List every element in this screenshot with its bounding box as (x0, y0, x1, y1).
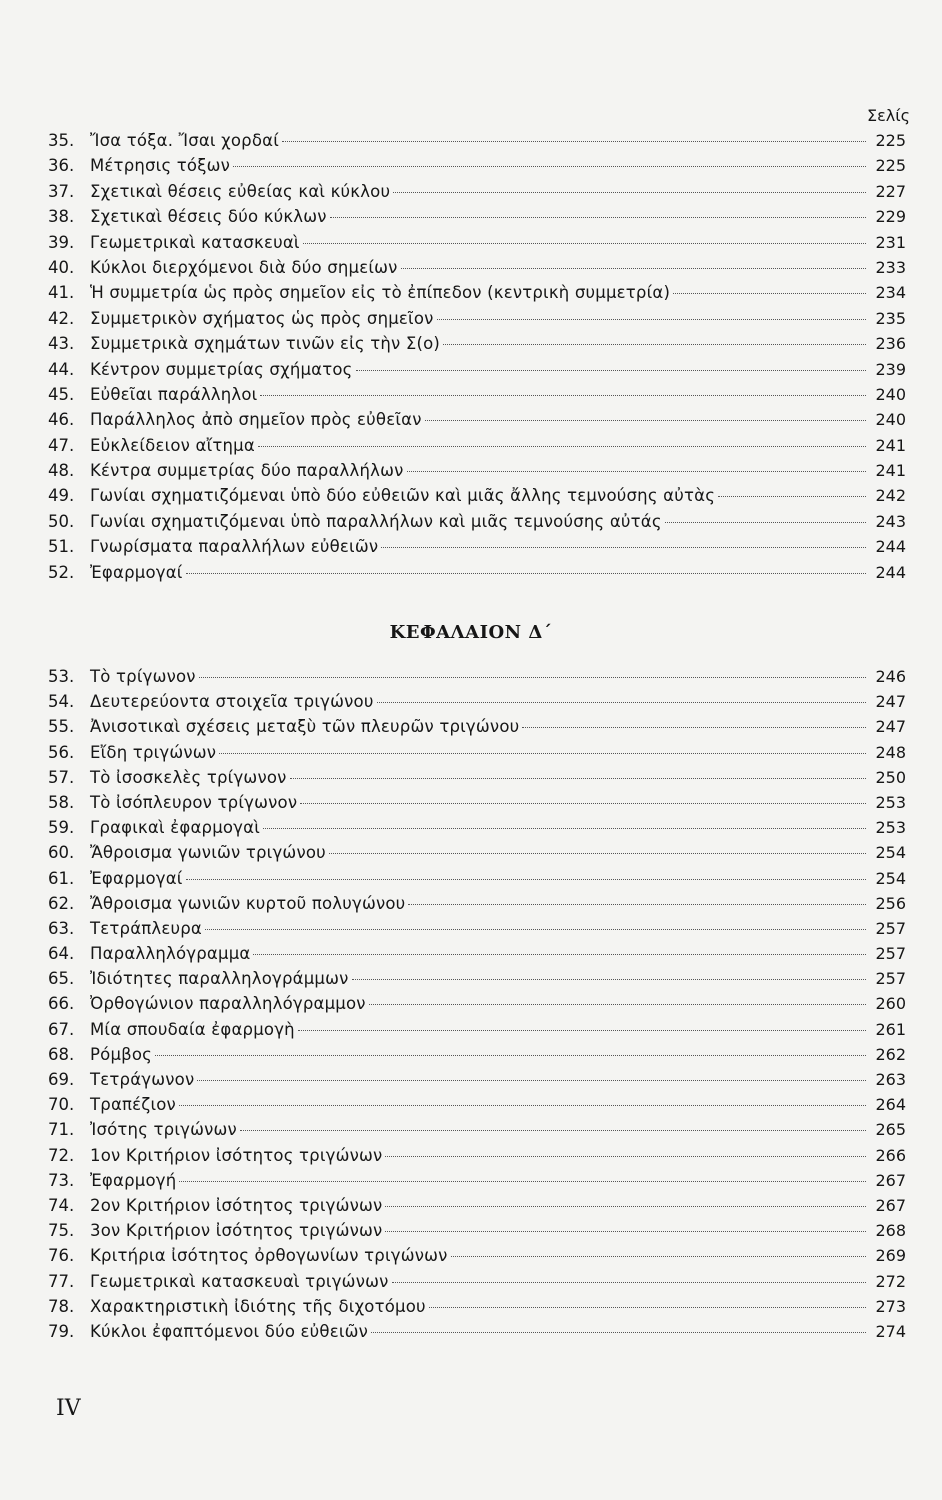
toc-entry-title: Κύκλοι ἐφαπτόμενοι δύο εὐθειῶν (90, 1321, 369, 1341)
dot-leader (186, 573, 866, 574)
toc-entry (48, 433, 906, 458)
dot-leader (329, 853, 866, 854)
toc-entry (48, 534, 906, 559)
toc-entry-page: 254 (875, 868, 906, 888)
toc-entry (48, 458, 906, 483)
toc-entry-number: 40. (48, 257, 75, 277)
toc-entry (48, 255, 906, 280)
toc-entry-page: 244 (875, 537, 906, 557)
toc-entry (48, 509, 906, 534)
dot-leader (401, 268, 866, 269)
toc-entry-page: 225 (875, 156, 906, 176)
toc-entry-page: 263 (875, 1070, 906, 1089)
page-number: IV (56, 1396, 81, 1421)
toc-entry-page: 257 (875, 944, 906, 964)
dot-leader (330, 217, 866, 218)
toc-entry-number: 46. (48, 410, 75, 430)
toc-entry-title: Συμμετρικὸν σχήματος ὡς πρὸς σημεῖον (90, 308, 434, 328)
toc-entry-number: 65. (48, 969, 75, 989)
dot-leader (260, 395, 866, 396)
toc-entry (48, 966, 906, 991)
toc-entry-page: 246 (875, 667, 906, 686)
toc-entry (48, 382, 906, 407)
toc-entry-page: 268 (875, 1221, 906, 1241)
toc-entry-page: 261 (875, 1019, 906, 1039)
toc-entry-number: 57. (48, 767, 75, 787)
dot-leader (385, 1206, 866, 1207)
dot-leader (425, 420, 866, 421)
toc-entry-page: 257 (875, 969, 906, 989)
toc-entry-number: 68. (48, 1044, 75, 1064)
toc-entry-title: Παραλληλόγραμμα (90, 944, 251, 964)
toc-entry-number: 47. (48, 435, 75, 455)
dot-leader (179, 1181, 866, 1182)
toc-entry-title: Τραπέζιον (90, 1095, 176, 1115)
toc-entry-page: 242 (875, 486, 906, 506)
toc-entry-number: 44. (48, 359, 75, 379)
toc-entry (48, 153, 906, 178)
toc-entry (48, 306, 906, 331)
toc-entry-title: Σχετικαὶ θέσεις εὐθείας καὶ κύκλου (90, 181, 391, 201)
toc-entry-title: Ἰσότης τριγώνων (90, 1120, 237, 1140)
toc-entry-page: 272 (875, 1271, 906, 1291)
toc-entry-title: Γεωμετρικαὶ κατασκευαὶ τριγώνων (90, 1271, 389, 1291)
toc-entry (48, 483, 906, 508)
toc-entry-page: 265 (875, 1120, 906, 1140)
dot-leader (186, 879, 866, 880)
toc-entry (48, 866, 906, 891)
dot-leader (298, 1030, 866, 1031)
toc-entry-number: 75. (48, 1221, 75, 1241)
toc-entry-number: 38. (48, 207, 75, 227)
toc-entry-number: 79. (48, 1321, 75, 1341)
dot-leader (240, 1130, 866, 1131)
toc-entry-title: Γωνίαι σχηματιζόμεναι ὑπὸ δύο εὐθειῶν καὶ μιᾶς ἄλλης τεμνούσης αὐτὰς (90, 486, 716, 506)
toc-entry-title: Τὸ ἰσόπλευρον τρίγωνον (90, 792, 298, 812)
dot-leader (263, 828, 866, 829)
toc-entry-title: Γωνίαι σχηματιζόμεναι ὑπὸ παραλλήλων καὶ μιᾶς τεμνούσης αὐτάς (90, 511, 662, 531)
toc-entry (48, 357, 906, 382)
toc-entry-number: 70. (48, 1095, 75, 1115)
toc-entry-number: 35. (48, 131, 75, 150)
toc-entry-number: 42. (48, 308, 75, 328)
toc-entry-page: 267 (875, 1170, 906, 1190)
toc-entry-number: 64. (48, 944, 75, 964)
toc-entry-title: Εἴδη τριγώνων (90, 742, 217, 762)
toc-entry (48, 1117, 906, 1142)
toc-entry-number: 45. (48, 384, 75, 404)
toc-entry (48, 1319, 906, 1344)
toc-entry (48, 840, 906, 865)
toc-entry-page: 267 (875, 1195, 906, 1215)
dot-leader (451, 1256, 866, 1257)
toc-entry-page: 260 (875, 994, 906, 1014)
toc-entry (48, 560, 906, 585)
toc-entry-number: 66. (48, 994, 75, 1014)
toc-entry-title: Γνωρίσματα παραλλήλων εὐθειῶν (90, 537, 379, 557)
toc-entry-title: Εὐθεῖαι παράλληλοι (90, 384, 258, 404)
dot-leader (300, 803, 866, 804)
toc-entry-page: 244 (875, 562, 906, 582)
toc-entry (48, 916, 906, 941)
toc-entry-page: 233 (875, 257, 906, 277)
toc-entry-number: 51. (48, 537, 75, 557)
dot-leader (290, 778, 866, 779)
toc-entry-page: 254 (875, 843, 906, 863)
toc-entry (48, 1143, 906, 1168)
dot-leader (258, 446, 866, 447)
toc-entry-title: Ἄθροισμα γωνιῶν κυρτοῦ πολυγώνου (90, 893, 406, 913)
toc-entry-page: 239 (875, 359, 906, 379)
toc-entry-title: Τὸ ἰσοσκελὲς τρίγωνον (90, 767, 287, 787)
dot-leader (429, 1307, 866, 1308)
toc-entry-page: 274 (875, 1321, 906, 1341)
dot-leader (303, 243, 866, 244)
toc-entry (48, 1193, 906, 1218)
dot-leader (197, 1080, 866, 1081)
toc-entry-title: 3ον Κριτήριον ἰσότητος τριγώνων (90, 1221, 383, 1241)
toc-entry-title: Ἐφαρμογή (90, 1170, 177, 1190)
toc-entry-number: 58. (48, 792, 75, 812)
toc-entry-page: 235 (875, 308, 906, 328)
toc-entry (48, 1017, 906, 1042)
toc-entry (48, 740, 906, 765)
dot-leader (282, 141, 866, 142)
toc-entry (48, 179, 906, 204)
toc-entry (48, 280, 906, 305)
chapter-heading: ΚΕΦΑΛΑΙΟΝ Δ΄ (389, 622, 553, 643)
toc-entry-number: 53. (48, 667, 75, 686)
toc-entry (48, 941, 906, 966)
toc-entry-page: 227 (875, 181, 906, 201)
dot-leader (408, 904, 866, 905)
toc-entry-title: Συμμετρικὰ σχημάτων τινῶν εἰς τὴν Σ(ο) (90, 334, 441, 354)
toc-entry-number: 49. (48, 486, 75, 506)
toc-entry-number: 39. (48, 232, 75, 252)
dot-leader (356, 370, 866, 371)
toc-entry-page: 253 (875, 818, 906, 838)
toc-entry-title: Μέτρησις τόξων (90, 156, 231, 176)
toc-entry (48, 230, 906, 255)
dot-leader (673, 293, 866, 294)
toc-entry-number: 48. (48, 461, 75, 481)
toc-entry-title: Κύκλοι διερχόμενοι διὰ δύο σημείων (90, 257, 398, 277)
toc-entry (48, 765, 906, 790)
dot-leader (219, 753, 866, 754)
toc-entry (48, 1218, 906, 1243)
toc-entry-title: Ἐφαρμογαί (90, 562, 183, 582)
dot-leader (155, 1055, 866, 1056)
toc-entry (48, 1092, 906, 1117)
toc-entry (48, 331, 906, 356)
toc-entry-page: 243 (875, 511, 906, 531)
dot-leader (253, 954, 866, 955)
toc-entry-number: 62. (48, 893, 75, 913)
dot-leader (233, 166, 866, 167)
toc-entry-title: Ἡ συμμετρία ὡς πρὸς σημεῖον εἰς τὸ ἐπίπεδον (κεντρικὴ συμμετρία) (90, 283, 671, 303)
toc-entry-page: 240 (875, 410, 906, 430)
toc-entry-number: 71. (48, 1120, 75, 1140)
toc-entry-title: 1ον Κριτήριον ἰσότητος τριγώνων (90, 1145, 383, 1165)
toc-entry-number: 56. (48, 742, 75, 762)
toc-entry-page: 266 (875, 1145, 906, 1165)
toc-entry (48, 714, 906, 739)
toc-entry-title: Ἰδιότητες παραλληλογράμμων (90, 969, 349, 989)
dot-leader (369, 1004, 866, 1005)
toc-entry (48, 1168, 906, 1193)
toc-entry-page: 234 (875, 283, 906, 303)
dot-leader (205, 929, 866, 930)
toc-entry-page: 273 (875, 1296, 906, 1316)
toc-entry-number: 43. (48, 334, 75, 354)
toc-entry-page: 225 (875, 131, 906, 150)
toc-entry-title: Κριτήρια ἰσότητος ὀρθογωνίων τριγώνων (90, 1246, 448, 1266)
toc-entry-title: Κέντρον συμμετρίας σχήματος (90, 359, 353, 379)
toc-entry-title: Τὸ τρίγωνον (90, 667, 196, 686)
toc-entry-title: Ἄθροισμα γωνιῶν τριγώνου (90, 843, 326, 863)
toc-entry-title: Ἐφαρμογαί (90, 868, 183, 888)
dot-leader (437, 319, 866, 320)
toc-entry-title: Χαρακτηριστικὴ ἰδιότης τῆς διχοτόμου (90, 1296, 426, 1316)
toc-entry-title: 2ον Κριτήριον ἰσότητος τριγώνων (90, 1195, 383, 1215)
toc-entry-number: 36. (48, 156, 75, 176)
toc-entry-title: Ὀρθογώνιον παραλληλόγραμμον (90, 994, 366, 1014)
dot-leader (179, 1105, 866, 1106)
toc-entry (48, 790, 906, 815)
toc-entry-title: Γεωμετρικαὶ κατασκευαὶ (90, 232, 300, 252)
dot-leader (385, 1156, 866, 1157)
toc-entry-title: Ρόμβος (90, 1044, 153, 1064)
toc-entry-page: 229 (875, 207, 906, 227)
dot-leader (352, 979, 866, 980)
toc-entry-number: 59. (48, 818, 75, 838)
dot-leader (443, 344, 866, 345)
toc-entry-number: 37. (48, 181, 75, 201)
toc-entry-number: 76. (48, 1246, 75, 1266)
toc-entry (48, 1067, 906, 1092)
dot-leader (522, 727, 866, 728)
toc-entry-title: Ἀνισοτικαὶ σχέσεις μεταξὺ τῶν πλευρῶν τριγώνου (90, 717, 520, 737)
toc-entry (48, 815, 906, 840)
toc-entry (48, 689, 906, 714)
toc-entry-title: Σχετικαὶ θέσεις δύο κύκλων (90, 207, 327, 227)
toc-entry-title: Γραφικαὶ ἐφαρμογαὶ (90, 818, 261, 838)
toc-entry (48, 1269, 906, 1294)
toc-entry-number: 52. (48, 562, 75, 582)
toc-entry (48, 128, 906, 153)
toc-entry-number: 55. (48, 717, 75, 737)
toc-entry-number: 67. (48, 1019, 75, 1039)
toc-entry-title: Εὐκλείδειον αἴτημα (90, 435, 255, 455)
toc-entry-page: 248 (875, 742, 906, 762)
toc-entry-page: 250 (875, 767, 906, 787)
toc-entry (48, 1042, 906, 1067)
toc-entry (48, 664, 906, 689)
dot-leader (385, 1231, 866, 1232)
toc-entry-page: 247 (875, 717, 906, 737)
toc-entry (48, 407, 906, 432)
page-column-header: Σελίς (866, 106, 910, 125)
toc-entry (48, 991, 906, 1016)
toc-entry-page: 241 (875, 435, 906, 455)
toc-entry-number: 77. (48, 1271, 75, 1291)
toc-entry-number: 63. (48, 918, 75, 938)
toc-entry-title: Τετράγωνον (90, 1070, 195, 1089)
toc-entry-title: Κέντρα συμμετρίας δύο παραλλήλων (90, 461, 404, 481)
toc-entry-title: Παράλληλος ἀπὸ σημεῖον πρὸς εὐθεῖαν (90, 410, 422, 430)
toc-entry-page: 256 (875, 893, 906, 913)
toc-entry-page: 264 (875, 1095, 906, 1115)
toc-entry-page: 247 (875, 692, 906, 712)
toc-entry-number: 69. (48, 1070, 75, 1089)
toc-entry-number: 72. (48, 1145, 75, 1165)
toc-entry-number: 54. (48, 692, 75, 712)
dot-leader (665, 522, 866, 523)
toc-entry (48, 204, 906, 229)
dot-leader (393, 192, 866, 193)
toc-entry (48, 891, 906, 916)
toc-entry-title: Ἴσα τόξα. Ἴσαι χορδαί (90, 131, 280, 150)
toc-entry-page: 236 (875, 334, 906, 354)
dot-leader (371, 1332, 866, 1333)
toc-entry-page: 269 (875, 1246, 906, 1266)
toc-entry-page: 262 (875, 1044, 906, 1064)
dot-leader (377, 702, 866, 703)
toc-entry-title: Μία σπουδαία ἐφαρμογὴ (90, 1019, 295, 1039)
toc-entry-number: 61. (48, 868, 75, 888)
dot-leader (392, 1282, 866, 1283)
toc-entry-title: Τετράπλευρα (90, 918, 202, 938)
toc-entry-number: 78. (48, 1296, 75, 1316)
toc-entry (48, 1294, 906, 1319)
toc-entry-number: 60. (48, 843, 75, 863)
toc-entry-page: 231 (875, 232, 906, 252)
dot-leader (407, 471, 866, 472)
dot-leader (381, 547, 866, 548)
dot-leader (718, 496, 866, 497)
toc-entry-page: 241 (875, 461, 906, 481)
toc-entry-page: 257 (875, 918, 906, 938)
toc-entry-page: 253 (875, 792, 906, 812)
toc-entry (48, 1243, 906, 1268)
toc-entry-title: Δευτερεύοντα στοιχεῖα τριγώνου (90, 692, 374, 712)
toc-section-top (48, 128, 906, 585)
toc-entry-number: 74. (48, 1195, 75, 1215)
toc-entry-number: 50. (48, 511, 75, 531)
toc-section-bottom (48, 664, 906, 1344)
toc-entry-number: 73. (48, 1170, 75, 1190)
toc-entry-number: 41. (48, 283, 75, 303)
dot-leader (199, 677, 866, 678)
toc-entry-page: 240 (875, 384, 906, 404)
